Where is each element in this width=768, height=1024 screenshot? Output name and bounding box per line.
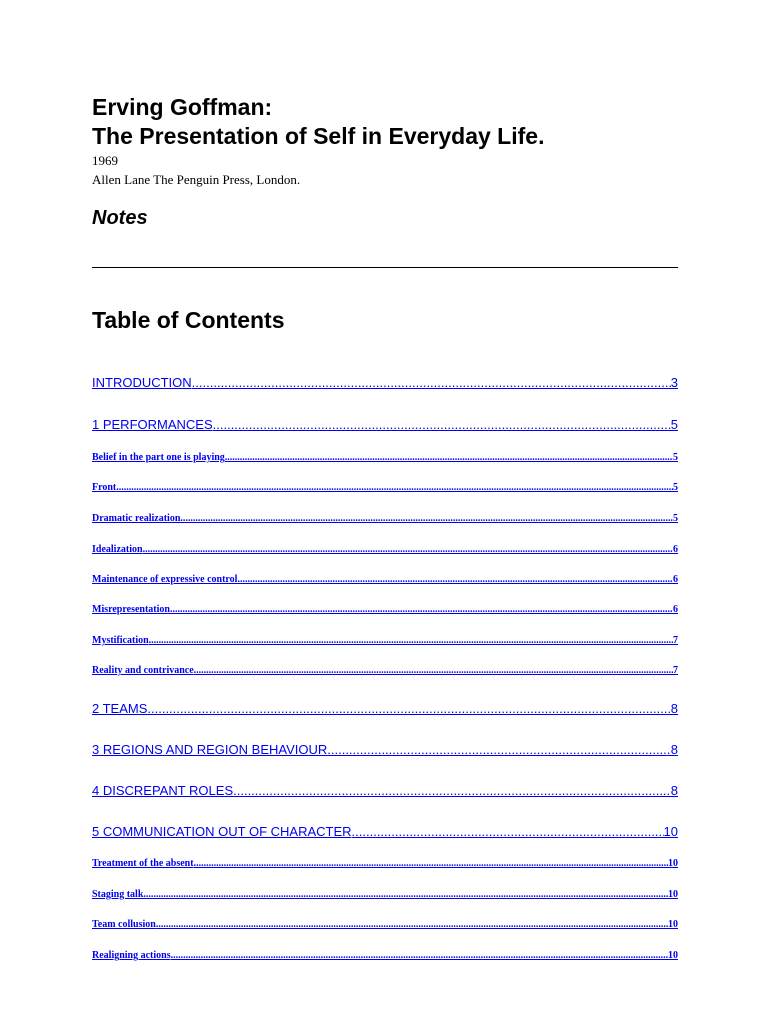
toc-entry-label: 4 DISCREPANT ROLES	[92, 783, 234, 798]
toc-entry-page: 10	[668, 858, 678, 869]
toc-entry-page: 6	[673, 544, 678, 555]
toc-leader-dots	[143, 543, 673, 556]
toc-entry-teams[interactable]	[92, 701, 678, 717]
toc-entry-label: Front	[92, 482, 117, 493]
toc-entry-staging-talk[interactable]	[92, 888, 678, 901]
toc-entry-introduction[interactable]	[92, 375, 678, 391]
toc-entry-dramatic-realization[interactable]	[92, 512, 678, 525]
toc-entry-page: 5	[673, 452, 678, 463]
toc-leader-dots	[225, 451, 673, 464]
toc-leader-dots	[170, 603, 673, 616]
toc-leader-dots	[194, 664, 673, 677]
toc-entry-expressive-control[interactable]	[92, 573, 678, 586]
toc-leader-dots	[180, 512, 673, 525]
toc-entry-page: 8	[670, 783, 678, 798]
toc-entry-label: Idealization	[92, 544, 143, 555]
toc-entry-team-collusion[interactable]	[92, 918, 678, 931]
toc-entry-page: 8	[670, 742, 678, 757]
toc-entry-discrepant-roles[interactable]	[92, 783, 678, 799]
toc-entry-page: 5	[673, 513, 678, 524]
document-title	[92, 93, 692, 151]
toc-leader-dots	[171, 949, 668, 962]
toc-entry-label: Realigning actions	[92, 950, 171, 961]
toc-entry-mystification[interactable]	[92, 634, 678, 647]
toc-entry-realigning-actions[interactable]	[92, 949, 678, 962]
toc-entry-page: 7	[673, 635, 678, 646]
toc-entry-front[interactable]	[92, 481, 678, 494]
toc-entry-label: Belief in the part one is playing	[92, 452, 225, 463]
toc-leader-dots	[149, 634, 673, 647]
toc-entry-page: 10	[668, 919, 678, 930]
toc-entry-label: Team collusion	[92, 919, 156, 930]
toc-entry-label: 2 TEAMS	[92, 701, 148, 716]
toc-entry-page: 8	[670, 701, 678, 716]
toc-entry-label: Staging talk	[92, 889, 144, 900]
toc-entry-page: 10	[663, 824, 678, 839]
toc-entry-label: INTRODUCTION	[92, 375, 192, 390]
title-line: The Presentation of Self in Everyday Life.	[92, 123, 545, 149]
toc-leader-dots	[194, 857, 668, 870]
toc-entry-page: 10	[668, 950, 678, 961]
toc-entry-performances[interactable]	[92, 417, 678, 433]
toc-entry-label: Reality and contrivance	[92, 665, 194, 676]
toc-entry-label: Dramatic realization	[92, 513, 181, 524]
toc-entry-label: Misrepresentation	[92, 604, 170, 615]
toc-entry-page: 10	[668, 889, 678, 900]
toc-entry-label: Maintenance of expressive control	[92, 574, 238, 585]
toc-entry-page: 6	[673, 604, 678, 615]
toc-leader-dots	[156, 918, 668, 931]
toc-leader-dots	[352, 824, 664, 840]
toc-leader-dots	[327, 742, 671, 758]
toc-leader-dots	[116, 481, 673, 494]
toc-entry-page: 5	[673, 482, 678, 493]
toc-leader-dots	[143, 888, 668, 901]
toc-heading: Table of Contents	[92, 307, 285, 333]
toc-entry-belief[interactable]	[92, 451, 678, 464]
toc-leader-dots	[192, 375, 671, 391]
toc-entry-label: 3 REGIONS AND REGION BEHAVIOUR	[92, 742, 328, 757]
toc-entry-label: 5 COMMUNICATION OUT OF CHARACTER	[92, 824, 352, 839]
toc-leader-dots	[147, 701, 670, 717]
toc-leader-dots	[237, 573, 673, 586]
toc-entry-reality-contrivance[interactable]	[92, 664, 678, 677]
toc-entry-treatment-absent[interactable]	[92, 857, 678, 870]
publisher-line: Allen Lane The Penguin Press, London.	[92, 172, 301, 187]
toc-entry-communication[interactable]	[92, 824, 678, 840]
toc-entry-label: Mystification	[92, 635, 149, 646]
toc-entry-page: 3	[670, 375, 678, 390]
toc-entry-misrepresentation[interactable]	[92, 603, 678, 616]
toc-entry-label: 1 PERFORMANCES	[92, 417, 213, 432]
author-line: Erving Goffman:	[92, 94, 273, 120]
toc-leader-dots	[213, 417, 671, 433]
horizontal-divider	[92, 267, 678, 268]
toc-entry-page: 5	[670, 417, 678, 432]
toc-entry-page: 7	[673, 665, 678, 676]
toc-leader-dots	[233, 783, 671, 799]
toc-entry-label: Treatment of the absent	[92, 858, 194, 869]
publication-year: 1969	[92, 153, 118, 168]
toc-entry-regions[interactable]	[92, 742, 678, 758]
notes-heading: Notes	[92, 207, 148, 229]
toc-entry-idealization[interactable]	[92, 543, 678, 556]
toc-entry-page: 6	[673, 574, 678, 585]
